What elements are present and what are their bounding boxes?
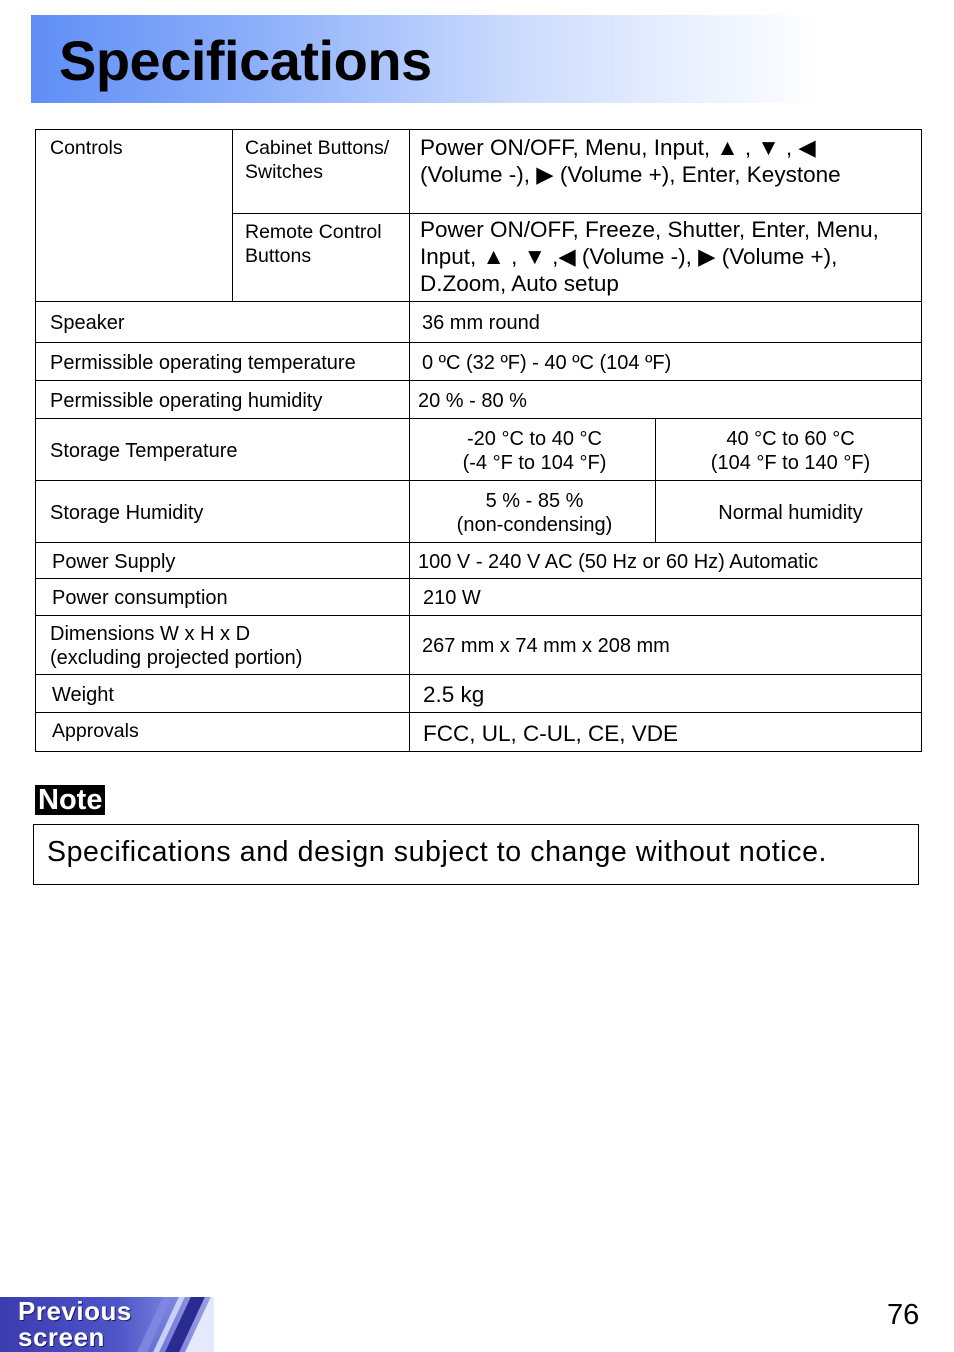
op-temp-label: Permissible operating temperature bbox=[50, 351, 356, 374]
approvals-value: FCC, UL, C-UL, CE, VDE bbox=[423, 720, 679, 746]
approvals-label-cell bbox=[36, 713, 410, 752]
remote-value-line: Input, ▲ , ▼ ,◀ (Volume -), ▶ (Volume +), bbox=[420, 244, 838, 269]
previous-screen-label-line: Previous bbox=[18, 1297, 132, 1326]
storage-hum-label: Storage Humidity bbox=[50, 501, 204, 524]
table-row bbox=[36, 713, 922, 752]
power-supply-label: Power Supply bbox=[52, 550, 176, 573]
table-row bbox=[36, 302, 922, 343]
op-temp-label-cell bbox=[36, 343, 410, 381]
table-row bbox=[36, 130, 922, 214]
speaker-value-cell bbox=[410, 302, 922, 343]
remote-label-cell bbox=[233, 214, 410, 302]
table-row bbox=[36, 343, 922, 381]
approvals-value-cell bbox=[410, 713, 922, 752]
remote-value-line: D.Zoom, Auto setup bbox=[420, 271, 619, 296]
remote-value-line: Power ON/OFF, Freeze, Shutter, Enter, Menu, bbox=[420, 217, 879, 242]
table-row bbox=[36, 579, 922, 616]
storage-hum-label-cell bbox=[36, 481, 410, 543]
table-row bbox=[36, 675, 922, 713]
storage-temp-label-cell bbox=[36, 419, 410, 481]
remote-buttons-label: Remote Control Buttons bbox=[245, 221, 382, 267]
storage-temp-b-line: 40 °C to 60 °C bbox=[726, 427, 855, 450]
cabinet-buttons-label: Cabinet Buttons/ Switches bbox=[245, 137, 390, 183]
power-cons-label-cell bbox=[36, 579, 410, 616]
op-temp-value-cell bbox=[410, 343, 922, 381]
dimensions-label-line: (excluding projected portion) bbox=[50, 647, 303, 669]
table-row bbox=[36, 543, 922, 579]
table-row bbox=[36, 381, 922, 419]
dimensions-label-line: Dimensions W x H x D bbox=[50, 623, 251, 645]
previous-screen-button[interactable] bbox=[0, 1297, 214, 1352]
dimensions-value-cell bbox=[410, 616, 922, 675]
op-temp-value: 0 ºC (32 ºF) - 40 ºC (104 ºF) bbox=[422, 351, 672, 374]
storage-hum-a-line: (non-condensing) bbox=[456, 513, 613, 536]
cabinet-value-line: Power ON/OFF, Menu, Input, ▲ , ▼ , ◀ bbox=[420, 135, 816, 160]
note-box bbox=[33, 824, 919, 885]
weight-label: Weight bbox=[52, 683, 114, 706]
storage-temp-a-cell bbox=[410, 419, 656, 481]
op-hum-value: 20 % - 80 % bbox=[418, 389, 527, 412]
op-hum-value-cell bbox=[410, 381, 922, 419]
storage-hum-a-line: 5 % - 85 % bbox=[485, 489, 584, 512]
storage-hum-b: Normal humidity bbox=[718, 501, 863, 524]
power-cons-label: Power consumption bbox=[52, 587, 228, 609]
weight-value: 2.5 kg bbox=[423, 682, 485, 707]
power-cons-value-cell bbox=[410, 579, 922, 616]
power-supply-label-cell bbox=[36, 543, 410, 579]
controls-label: Controls bbox=[50, 137, 123, 159]
weight-value-cell bbox=[410, 675, 922, 713]
speaker-label-cell bbox=[36, 302, 410, 343]
dimensions-label-cell bbox=[36, 616, 410, 675]
power-supply-value-cell bbox=[410, 543, 922, 579]
op-hum-label: Permissible operating humidity bbox=[50, 389, 323, 412]
storage-temp-b-line: (104 °F to 140 °F) bbox=[710, 451, 871, 474]
controls-label-cell bbox=[36, 130, 233, 302]
specifications-table bbox=[35, 129, 922, 752]
storage-temp-a-line: -20 °C to 40 °C bbox=[467, 427, 602, 450]
op-hum-label-cell bbox=[36, 381, 410, 419]
note-text: Specifications and design subject to change without notice. bbox=[47, 836, 828, 868]
cabinet-value-line: (Volume -), ▶ (Volume +), Enter, Keystone bbox=[420, 162, 841, 187]
dimensions-value: 267 mm x 74 mm x 208 mm bbox=[422, 635, 670, 657]
table-row bbox=[36, 481, 922, 543]
previous-screen-label-line: screen bbox=[18, 1322, 105, 1352]
page-number: 76 bbox=[887, 1299, 920, 1331]
note-label: Note bbox=[35, 785, 105, 815]
page-title: Specifications bbox=[59, 29, 432, 92]
cabinet-value-cell bbox=[410, 130, 922, 214]
table-row bbox=[36, 616, 922, 675]
speaker-label: Speaker bbox=[50, 312, 125, 334]
table-row bbox=[36, 419, 922, 481]
speaker-value: 36 mm round bbox=[422, 312, 540, 334]
previous-screen-label bbox=[18, 1298, 132, 1350]
power-cons-value: 210 W bbox=[423, 587, 481, 609]
storage-temp-b-cell bbox=[656, 419, 922, 481]
remote-value-cell bbox=[410, 214, 922, 302]
storage-temp-label: Storage Temperature bbox=[50, 439, 238, 462]
approvals-label: Approvals bbox=[52, 720, 139, 742]
title-banner bbox=[31, 15, 821, 103]
weight-label-cell bbox=[36, 675, 410, 713]
storage-temp-a-line: (-4 °F to 104 °F) bbox=[462, 451, 607, 474]
power-supply-value: 100 V - 240 V AC (50 Hz or 60 Hz) Automatic bbox=[418, 550, 819, 573]
storage-hum-a-cell bbox=[410, 481, 656, 543]
cabinet-label-cell bbox=[233, 130, 410, 214]
storage-hum-b-cell bbox=[656, 481, 922, 543]
